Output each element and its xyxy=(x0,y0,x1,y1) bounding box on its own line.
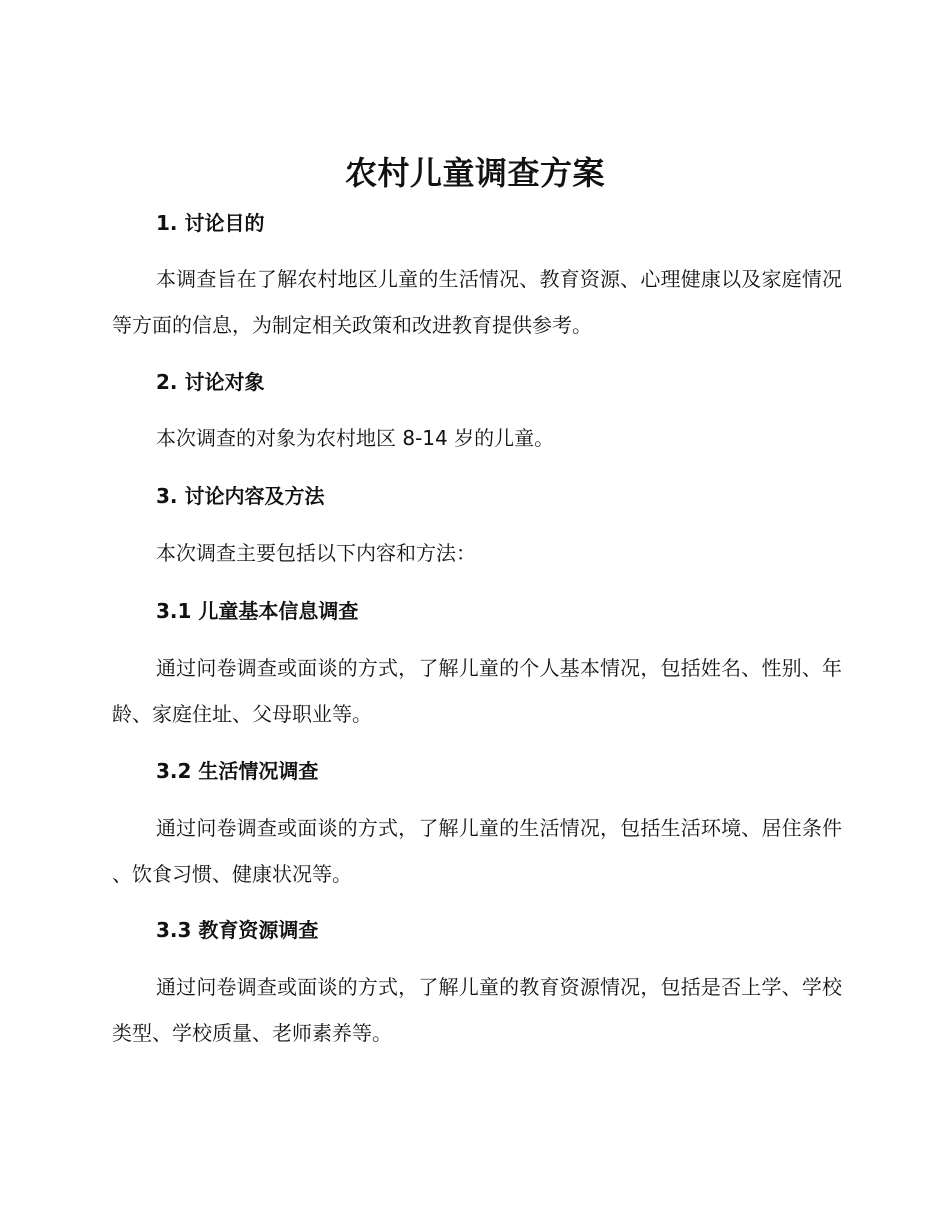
section-paragraph-purpose: 本调查旨在了解农村地区儿童的生活情况、教育资源、心理健康以及家庭情况等方面的信息，为制定相关政策和改进教育提供参考。 xyxy=(112,267,842,337)
section-paragraph-subjects: 本次调查的对象为农村地区 8-14 岁的儿童。 xyxy=(156,426,555,450)
document-title: 农村儿童调查方案 xyxy=(344,154,605,192)
section-paragraph-education-resources: 通过问卷调查或面谈的方式，了解儿童的教育资源情况，包括是否上学、学校类型、学校质量、老师素养等。 xyxy=(112,975,842,1045)
section-heading-basic-info: 3.1 儿童基本信息调查 xyxy=(156,599,359,623)
section-heading-purpose: 1. 讨论目的 xyxy=(156,211,265,235)
section-paragraph-basic-info: 通过问卷调查或面谈的方式，了解儿童的个人基本情况，包括姓名、性别、年龄、家庭住址、父母职业等。 xyxy=(112,656,842,726)
section-heading-subjects: 2. 讨论对象 xyxy=(156,370,265,394)
section-paragraph-content-methods: 本次调查主要包括以下内容和方法： xyxy=(156,541,476,565)
section-heading-content-methods: 3. 讨论内容及方法 xyxy=(156,484,325,508)
section-heading-living-conditions: 3.2 生活情况调查 xyxy=(156,759,319,783)
section-paragraph-living-conditions: 通过问卷调查或面谈的方式，了解儿童的生活情况，包括生活环境、居住条件、饮食习惯、健康状况等。 xyxy=(112,816,842,886)
section-heading-education-resources: 3.3 教育资源调查 xyxy=(156,918,319,942)
